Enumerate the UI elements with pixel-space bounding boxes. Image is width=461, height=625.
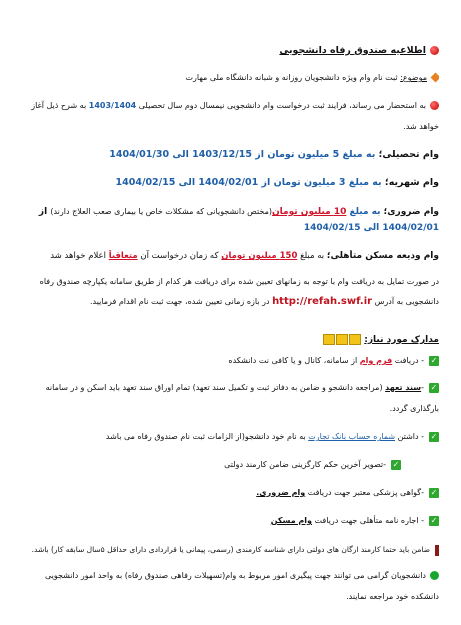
topic-text: ثبت نام وام ویژه دانشجویان روزانه و شبانه دانشگاه ملی مهارت xyxy=(185,73,398,82)
checkmark-icon: ✓ xyxy=(430,487,438,497)
footer-line-2: دانشکده خود مراجعه نمایند. xyxy=(346,592,439,601)
checkmark-icon: ✓ xyxy=(430,515,438,525)
topic-label: موضوع: xyxy=(400,73,427,82)
folder-icon xyxy=(323,334,335,345)
footer-line-1: دانشجویان گرامی می توانند جهت پیگیری امور مربوط به وام(تسهیلات رفاهی صندوق رفاه) به واحد امور دانشجویی xyxy=(12,570,439,582)
required-docs-heading: مدارک مورد نیاز: xyxy=(12,333,439,347)
doc-item-commitment: ✓-سند تعهد (مراجعه دانشجو و ضامن به دفاتر ثبت و تکمیل سند تعهد) تمام اوراق سند تعهد باید اسکن و در سامانه xyxy=(45,382,438,392)
doc-item-guarantor-order: ✓-تصویر آخرین حکم کارگزینی ضامن کارمند دولتی xyxy=(224,459,400,469)
red-bullet-icon xyxy=(430,101,439,110)
checkmark-icon: ✓ xyxy=(430,355,438,365)
doc-item-bank-account: ✓- داشتن شماره حساب بانک تجارت به نام خود دانشجو(از الزامات ثبت نام صندوق رفاه می باشد xyxy=(105,431,438,441)
academic-year: 1403/1404 xyxy=(88,101,137,110)
folder-icon xyxy=(336,334,348,345)
notice-line-2: دانشجویی به آدرس http://refah.swf.ir در بازه زمانی تعیین شده، جهت ثبت نام اقدام فرمایید. xyxy=(89,296,439,307)
doc-item-lease: ✓- اجاره نامه متأهلی جهت دریافت وام مسکن xyxy=(270,515,438,525)
diamond-bullet-icon xyxy=(431,73,439,83)
checkmark-icon: ✓ xyxy=(430,431,438,441)
loan-emergency: وام ضروری؛ به مبلغ 10 میلیون تومان(مختص دانشجویانی که مشکلات خاص یا بیماری صعب العلاج دارند) از 1404/02/01 الی 1404/02/15 xyxy=(38,207,439,233)
notice-line-1: در صورت تمایل به دریافت وام با توجه به زمانهای تعیین شده برای دریافت هر کدام از طریق سامانه یکپارچه صندوق رفاه xyxy=(39,277,439,286)
bar-bullet-icon xyxy=(435,545,439,556)
loan-deposit: وام ودیعه مسکن متأهلی؛ به مبلغ 150 میلیون تومان که زمان درخواست آن متعاقباً اعلام خواهد شد xyxy=(50,251,439,261)
topic-line xyxy=(12,72,439,84)
guarantor-note: ضامن باید حتما کارمند ارگان های دولتی دارای شناسه کارمندی (رسمی، پیمانی یا قراردادی دارای حداقل ۵سال سابقه کار) باشد. xyxy=(12,544,439,556)
checkmark-icon: ✓ xyxy=(392,459,400,469)
announcement-title: اطلاعیه صندوق رفاه دانشجویی xyxy=(12,44,439,58)
loan-shahriye: وام شهریه؛ به مبلغ 3 میلیون تومان از 1404/02/01 الی 1404/02/15 xyxy=(115,177,439,188)
loan-tuition: وام تحصیلی؛ به مبلغ 5 میلیون تومان از 1403/12/15 الی 1404/01/30 xyxy=(109,149,439,160)
doc-item-commitment-cont: بارگذاری گردد. xyxy=(389,404,439,413)
checkmark-icon: ✓ xyxy=(430,382,438,392)
intro-line-2: خواهد شد. xyxy=(403,122,439,131)
doc-item-medical: ✓-گواهی پزشکی معتبر جهت دریافت وام ضروری. xyxy=(256,487,438,497)
intro-line-1: به استحضار می رساند، فرایند ثبت درخواست وام دانشجویی نیمسال دوم سال تحصیلی 1403/1404 به شرح ذیل آغاز xyxy=(12,100,439,112)
folder-icon xyxy=(349,334,361,345)
red-bullet-icon xyxy=(430,46,439,55)
doc-item-form: ✓- دریافت فرم وام از سامانه، کانال و یا کافی نت دانشکده xyxy=(228,355,438,365)
green-bullet-icon xyxy=(430,571,439,580)
refah-url-link[interactable]: http://refah.swf.ir xyxy=(272,296,373,307)
